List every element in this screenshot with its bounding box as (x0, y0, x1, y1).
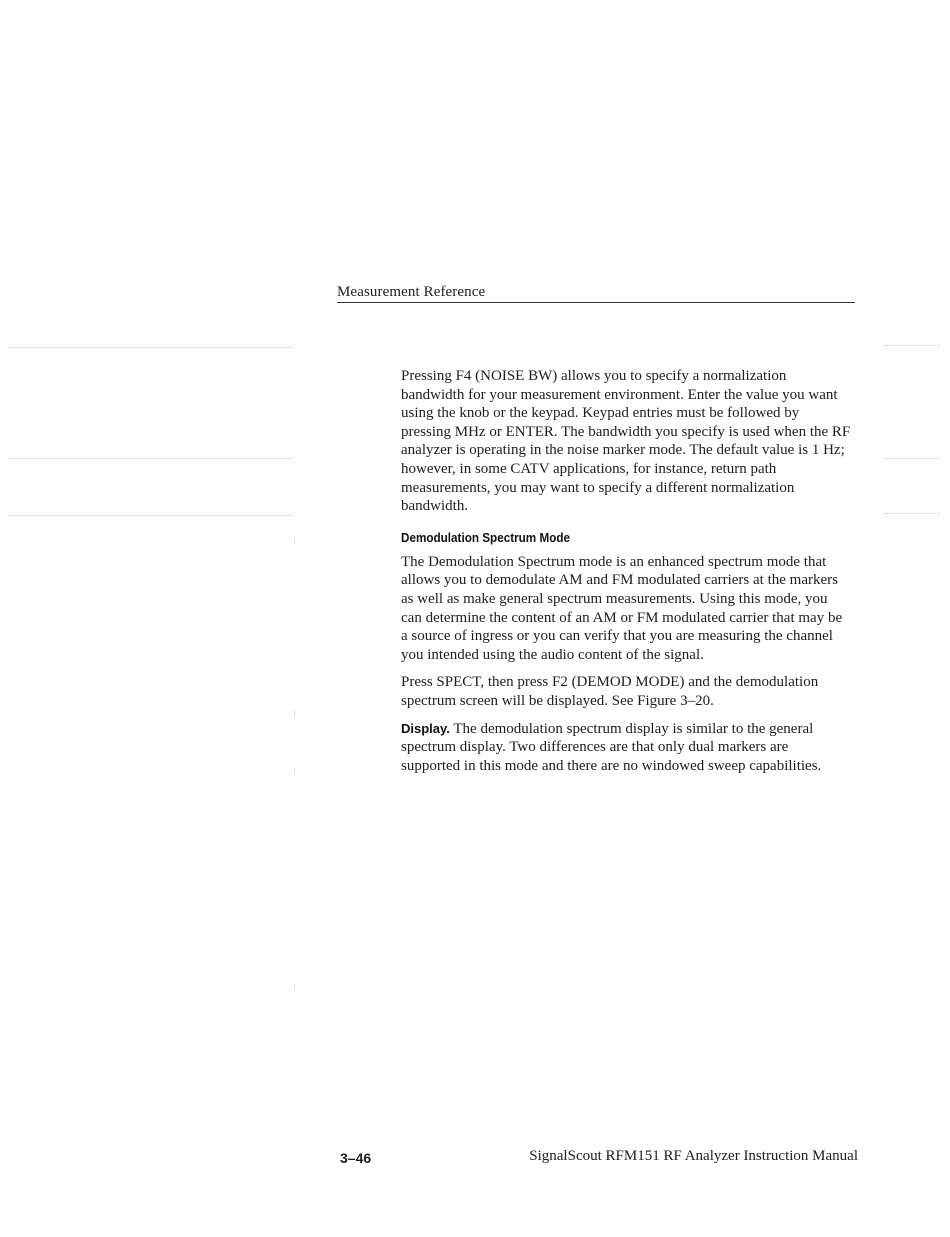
page-number: 3–46 (340, 1150, 372, 1166)
header-rule (337, 302, 855, 303)
section-heading: Demodulation Spectrum Mode (401, 529, 571, 545)
margin-mark (294, 768, 295, 774)
margin-mark (294, 538, 295, 544)
margin-dotted-line (8, 347, 293, 348)
paragraph-display (401, 720, 851, 776)
margin-mark (294, 710, 295, 716)
paragraph-demod-intro: The Demodulation Spectrum mode is an enhanced spectrum mode that allows you to demodulate AM and FM modulated carriers at the markers as well as make general spectrum measurements. Using this mode, you can determine the content of an AM or FM modulated carrier that may be a source of ingress or you can verify that you are measuring the channel you intended using the audio content of the signal. (401, 553, 843, 663)
margin-dotted-line (8, 515, 293, 516)
manual-title: SignalScout RFM151 RF Analyzer Instruction Manual (529, 1148, 858, 1164)
running-header: Measurement Reference (337, 284, 486, 300)
body-content (401, 367, 851, 784)
run-in-heading: Display. (401, 720, 450, 736)
margin-mark (294, 984, 295, 990)
paragraph-noise-bw: Pressing F4 (NOISE BW) allows you to specify a normalization bandwidth for your measurement environment. Enter the value you want using the knob or the keypad. Keypad entries must be followed by pressing MHz or ENTER. The bandwidth you specify is used when the RF analyzer is operating in the noise marker mode. The default value is 1 Hz; however, in some CATV applications, for instance, return path measurements, you may want to specify a different normalization bandwidth. (401, 368, 851, 515)
margin-dotted-line (884, 458, 940, 459)
margin-dotted-line (8, 458, 293, 459)
margin-dotted-line (884, 345, 940, 346)
paragraph-display-text: The demodulation spectrum display is similar to the general spectrum display. Two differences are that only dual markers are supported in this mode and there are no windowed sweep capabilities. (401, 720, 822, 774)
margin-dotted-line (884, 513, 940, 514)
paragraph-demod-access: Press SPECT, then press F2 (DEMOD MODE) and the demodulation spectrum screen will be displayed. See Figure 3–20. (401, 674, 819, 709)
